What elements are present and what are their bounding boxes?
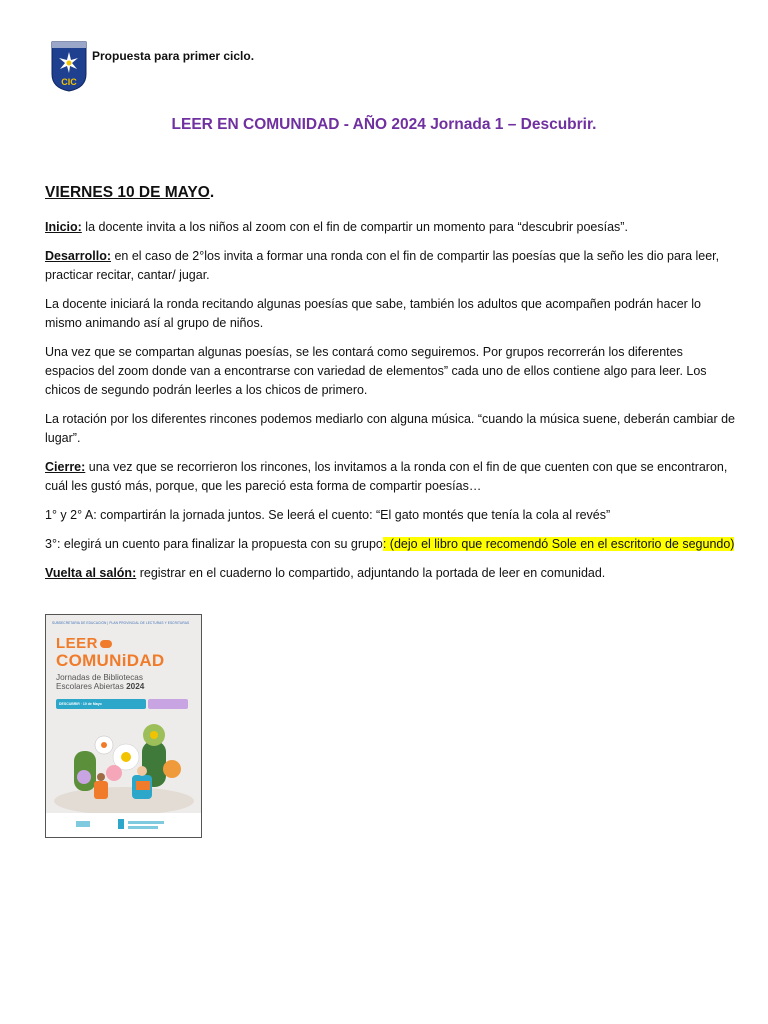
- svg-text:CIC: CIC: [61, 77, 77, 87]
- document-body: [45, 218, 735, 593]
- cover-subtitle-1: Jornadas de Bibliotecas: [56, 673, 143, 682]
- paragraph-grupos: Una vez que se compartan algunas poesías, se les contará como seguiremos. Por grupos recorrerán los diferentes espacios del zoom donde van a encontrarse con variedad de elementos” cada uno de ellos contiene algo para leer. Los chicos de segundo podrán leerles a los chicos de primero.: [45, 345, 707, 397]
- date-heading-suffix: .: [209, 184, 215, 201]
- paragraph-primero-segundo: 1° y 2° A: compartirán la jornada juntos. Se leerá el cuento: “El gato montés que tenía la cola al revés”: [45, 508, 611, 522]
- label-inicio: Inicio:: [45, 220, 82, 234]
- label-vuelta: Vuelta al salón:: [45, 566, 137, 580]
- document-title: LEER EN COMUNIDAD - AÑO 2024 Jornada 1 – Descubrir.: [171, 116, 597, 133]
- paragraph-inicio: [45, 218, 735, 237]
- paragraph-cierre: [45, 458, 735, 496]
- date-heading: [45, 184, 214, 202]
- header-text: Propuesta para primer ciclo.: [92, 49, 255, 63]
- cover-leer: [56, 635, 112, 652]
- book-cover-image: [45, 614, 202, 838]
- cover-comunidad: COMUNiDAD: [56, 651, 165, 670]
- paragraph-desarrollo: [45, 247, 735, 285]
- cover-badge-icon: [100, 640, 112, 648]
- label-desarrollo: Desarrollo:: [45, 249, 111, 263]
- text-cierre: una vez que se recorrieron los rincones, los invitamos a la ronda con el fin de que cuenten con que se encontraron, cuál les gustó más, porque, que les pareció esta forma de compartir poesías…: [45, 460, 728, 493]
- paragraph-rotacion: La rotación por los diferentes rincones podemos mediarlo con alguna música. “cuando la música suene, deberán cambiar de lugar”.: [45, 412, 735, 445]
- cover-date-bar: DESCUBRIR · 10 de Mayo: [56, 699, 146, 709]
- school-crest-icon: [50, 40, 88, 92]
- cover-year: 2024: [126, 682, 145, 691]
- paragraph-tercero: [45, 535, 735, 554]
- text-inicio: la docente invita a los niños al zoom con el fin de compartir un momento para “descubrir poesías”.: [81, 220, 628, 234]
- text-vuelta: registrar en el cuaderno lo compartido, adjuntando la portada de leer en comunidad.: [136, 566, 606, 580]
- paragraph-ronda: La docente iniciará la ronda recitando algunas poesías que sabe, también los adultos que acompañen podrán hacer lo mismo animando así al grupo de niños.: [45, 297, 702, 330]
- highlighted-note: : (dejo el libro que recomendó Sole en el escritorio de segundo): [382, 537, 735, 551]
- cover-top-line: SUBSECRETARÍA DE EDUCACIÓN | PLAN PROVINCIAL DE LECTURAS Y ESCRITURAS: [52, 621, 190, 625]
- cover-leer-text: LEER: [56, 635, 99, 652]
- cover-footer: [46, 813, 201, 837]
- paragraph-vuelta: [45, 564, 735, 583]
- text-tercero: 3°: elegirá un cuento para finalizar la propuesta con su grupo: [45, 537, 383, 551]
- cover-subtitle: [56, 673, 196, 691]
- date-heading-text: VIERNES 10 DE MAYO: [45, 184, 210, 201]
- text-desarrollo: en el caso de 2°los invita a formar una ronda con el fin de compartir las poesías que la seño les dio para leer, practicar recitar, cantar/ jugar.: [45, 249, 720, 282]
- document-header: [50, 40, 254, 92]
- cover-subtitle-2: Escolares Abiertas: [56, 682, 124, 691]
- cover-illustration-icon: [46, 711, 201, 821]
- label-cierre: Cierre:: [45, 460, 86, 474]
- cover-date-bar-secondary: [148, 699, 188, 709]
- cover-footer-logos-icon: [46, 813, 201, 837]
